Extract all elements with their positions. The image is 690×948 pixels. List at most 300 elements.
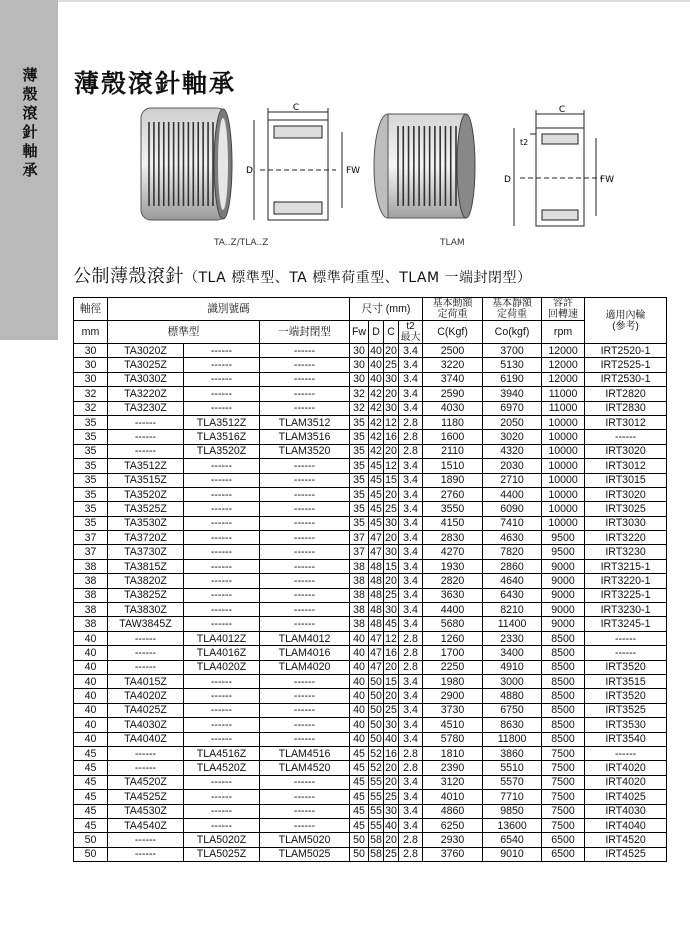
table-cell: TA3515Z xyxy=(108,473,184,487)
table-cell: 4880 xyxy=(483,689,542,703)
table-cell: TLAM4016 xyxy=(260,646,350,660)
table-row xyxy=(74,847,667,861)
table-cell: TLA4520Z xyxy=(184,761,260,775)
header-row-2 xyxy=(74,321,667,344)
table-cell: 40 xyxy=(350,703,369,717)
table-cell: 8500 xyxy=(542,718,585,732)
table-cell: ------ xyxy=(260,689,350,703)
table-cell: 35 xyxy=(74,473,108,487)
table-cell: 45 xyxy=(370,474,382,487)
table-cell: 30 xyxy=(350,344,369,358)
table-cell: IRT2530-1 xyxy=(585,372,667,386)
table-cell: 55 xyxy=(370,790,382,803)
table-cell: 30 xyxy=(385,603,397,616)
table-cell: IRT3025 xyxy=(585,502,667,516)
table-row xyxy=(74,574,667,588)
table-cell: 35 xyxy=(350,516,369,530)
table-row xyxy=(74,761,667,775)
table-row xyxy=(74,718,667,732)
table-cell: TLAM3516 xyxy=(260,430,350,444)
table-cell: 3.4 xyxy=(399,344,423,358)
table-cell: ------ xyxy=(260,617,350,631)
table-row xyxy=(74,603,667,617)
table-cell: 2860 xyxy=(483,559,542,573)
table-cell: TA3020Z xyxy=(108,344,184,358)
table-cell: TA4525Z xyxy=(108,790,184,804)
table-cell: 3.4 xyxy=(399,703,423,717)
table-cell: 10000 xyxy=(542,459,585,473)
table-cell: 20 xyxy=(385,833,397,846)
table-cell: ------ xyxy=(184,732,260,746)
col-id-code: 識別號碼 xyxy=(108,298,350,321)
table-cell: 45 xyxy=(350,790,369,804)
table-cell: 35 xyxy=(74,487,108,501)
table-cell: 2830 xyxy=(423,531,483,545)
table-row xyxy=(74,703,667,717)
table-cell: 45 xyxy=(350,761,369,775)
table-cell: 7500 xyxy=(542,775,585,789)
table-cell: 12000 xyxy=(542,372,585,386)
table-cell: 50 xyxy=(370,704,382,717)
table-cell: 50 xyxy=(74,833,108,847)
table-cell: 42 xyxy=(370,416,382,429)
table-cell: TA3825Z xyxy=(108,588,184,602)
table-cell: 2.8 xyxy=(399,415,423,429)
table-cell: 42 xyxy=(370,402,382,415)
table-cell: 45 xyxy=(74,746,108,760)
table-cell: IRT3540 xyxy=(585,732,667,746)
table-cell: 32 xyxy=(74,387,108,401)
table-row xyxy=(74,401,667,415)
table-cell: ------ xyxy=(585,430,667,444)
table-cell: IRT3520 xyxy=(585,660,667,674)
table-cell: 3700 xyxy=(483,344,542,358)
table-cell: TA3520Z xyxy=(108,487,184,501)
table-cell: 12 xyxy=(385,416,397,429)
table-cell: 40 xyxy=(350,646,369,660)
col-closed: 一端封閉型 xyxy=(260,321,350,344)
table-cell: 30 xyxy=(350,358,369,372)
table-cell: 40 xyxy=(74,732,108,746)
table-cell: 1180 xyxy=(423,415,483,429)
table-cell: 20 xyxy=(385,488,397,501)
table-cell: 5780 xyxy=(423,732,483,746)
table-cell: 2.8 xyxy=(399,833,423,847)
table-cell: 1700 xyxy=(423,646,483,660)
table-cell: 10000 xyxy=(542,444,585,458)
table-cell: 42 xyxy=(370,387,382,400)
table-cell: TA3030Z xyxy=(108,372,184,386)
table-cell: TLAM4020 xyxy=(260,660,350,674)
table-cell: 40 xyxy=(350,718,369,732)
table-cell: 5680 xyxy=(423,617,483,631)
table-cell: 40 xyxy=(74,631,108,645)
table-cell: 3860 xyxy=(483,746,542,760)
table-cell: 2930 xyxy=(423,833,483,847)
table-cell: 47 xyxy=(370,646,382,659)
table-row xyxy=(74,531,667,545)
table-cell: TA3512Z xyxy=(108,459,184,473)
table-cell: 45 xyxy=(350,746,369,760)
section-title xyxy=(73,262,531,288)
table-cell: 4630 xyxy=(483,531,542,545)
table-row xyxy=(74,646,667,660)
table-cell: 11800 xyxy=(483,732,542,746)
table-cell: 10000 xyxy=(542,487,585,501)
table-cell: 12000 xyxy=(542,344,585,358)
table-cell: 6500 xyxy=(542,833,585,847)
table-cell: TLAM3520 xyxy=(260,444,350,458)
table-cell: 6500 xyxy=(542,847,585,861)
dim-d-label-right: D xyxy=(504,175,511,185)
table-cell: TLAM5020 xyxy=(260,833,350,847)
table-cell: 20 xyxy=(385,776,397,789)
table-cell: 8500 xyxy=(542,646,585,660)
table-cell: ------ xyxy=(184,387,260,401)
table-cell: ------ xyxy=(184,545,260,559)
table-cell: 9000 xyxy=(542,588,585,602)
table-cell: IRT3015 xyxy=(585,473,667,487)
table-cell: 11000 xyxy=(542,387,585,401)
top-rule xyxy=(58,0,690,2)
table-cell: IRT3245-1 xyxy=(585,617,667,631)
table-cell: 9000 xyxy=(542,559,585,573)
table-cell: 16 xyxy=(385,646,397,659)
table-cell: 40 xyxy=(350,674,369,688)
table-cell: TLAM5025 xyxy=(260,847,350,861)
table-cell: TLAM4012 xyxy=(260,631,350,645)
table-cell: 3630 xyxy=(423,588,483,602)
table-cell: 48 xyxy=(370,618,382,631)
table-cell: ------ xyxy=(108,761,184,775)
table-row xyxy=(74,833,667,847)
table-cell: 15 xyxy=(385,560,397,573)
table-cell: 3120 xyxy=(423,775,483,789)
table-cell: 4510 xyxy=(423,718,483,732)
table-cell: 3.4 xyxy=(399,516,423,530)
table-cell: 3.4 xyxy=(399,775,423,789)
table-cell: ------ xyxy=(184,674,260,688)
table-cell: 55 xyxy=(370,805,382,818)
table-cell: 48 xyxy=(370,574,382,587)
table-cell: 20 xyxy=(385,762,397,775)
dim-c-label-right: C xyxy=(558,105,566,115)
col-inner-ring: 適用內輪 (參考) xyxy=(585,298,667,344)
table-cell: 2.8 xyxy=(399,761,423,775)
table-cell: 8500 xyxy=(542,660,585,674)
table-cell: 55 xyxy=(370,776,382,789)
col-c: C xyxy=(384,321,399,344)
table-cell: 47 xyxy=(370,661,382,674)
table-cell: 40 xyxy=(74,646,108,660)
table-cell: 1810 xyxy=(423,746,483,760)
table-cell: 47 xyxy=(370,632,382,645)
spec-table-body xyxy=(74,344,667,862)
dim-fw-label-right: FW xyxy=(600,175,615,185)
table-cell: 3.4 xyxy=(399,804,423,818)
table-cell: ------ xyxy=(260,559,350,573)
table-row xyxy=(74,473,667,487)
table-row xyxy=(74,430,667,444)
page-title: 薄殼滾針軸承 xyxy=(74,69,237,98)
table-cell: 48 xyxy=(370,603,382,616)
table-cell: 4270 xyxy=(423,545,483,559)
table-cell: IRT3515 xyxy=(585,674,667,688)
table-cell: ------ xyxy=(260,603,350,617)
table-cell: 20 xyxy=(385,661,397,674)
table-cell: 2500 xyxy=(423,344,483,358)
col-co-kgf: Co(kgf) xyxy=(483,321,542,344)
table-cell: 2710 xyxy=(483,473,542,487)
table-cell: IRT3530 xyxy=(585,718,667,732)
table-cell: ------ xyxy=(108,833,184,847)
table-cell: TLA3512Z xyxy=(184,415,260,429)
table-cell: ------ xyxy=(184,473,260,487)
table-cell: 1890 xyxy=(423,473,483,487)
table-cell: 40 xyxy=(74,718,108,732)
table-cell: 45 xyxy=(370,502,382,515)
table-cell: TLA5020Z xyxy=(184,833,260,847)
table-cell: ------ xyxy=(184,358,260,372)
table-cell: 32 xyxy=(74,401,108,415)
table-cell: 38 xyxy=(74,603,108,617)
caption-right: TLAM xyxy=(440,238,465,248)
table-cell: 40 xyxy=(370,373,382,386)
table-cell: 3.4 xyxy=(399,603,423,617)
table-cell: 20 xyxy=(385,690,397,703)
table-cell: TLA4516Z xyxy=(184,746,260,760)
table-cell: 4030 xyxy=(423,401,483,415)
table-cell: 2330 xyxy=(483,631,542,645)
table-cell: 3.4 xyxy=(399,790,423,804)
table-cell: ------ xyxy=(108,631,184,645)
table-row xyxy=(74,459,667,473)
table-cell: 45 xyxy=(350,818,369,832)
table-cell: 50 xyxy=(350,847,369,861)
table-cell: ------ xyxy=(260,531,350,545)
table-cell: ------ xyxy=(184,531,260,545)
table-cell: 6250 xyxy=(423,818,483,832)
table-cell: 30 xyxy=(385,373,397,386)
table-cell: 2250 xyxy=(423,660,483,674)
table-cell: 2.8 xyxy=(399,631,423,645)
table-cell: ------ xyxy=(260,703,350,717)
table-cell: TA3720Z xyxy=(108,531,184,545)
table-cell: 1510 xyxy=(423,459,483,473)
table-cell: ------ xyxy=(260,674,350,688)
table-cell: 35 xyxy=(350,430,369,444)
col-dyn-load: 基本動額 定荷重 xyxy=(423,298,483,321)
table-cell: 38 xyxy=(350,603,369,617)
table-cell: 1930 xyxy=(423,559,483,573)
section-title-note: （TLA 標準型、TA 標準荷重型、TLAM 一端封閉型） xyxy=(184,270,532,286)
dim-c-label-left: C xyxy=(292,103,300,113)
table-cell: IRT3020 xyxy=(585,444,667,458)
table-cell: 35 xyxy=(74,459,108,473)
table-cell: 40 xyxy=(350,732,369,746)
table-cell: 55 xyxy=(370,819,382,832)
table-cell: 25 xyxy=(385,848,397,861)
table-cell: 35 xyxy=(350,459,369,473)
table-cell: 3.4 xyxy=(399,689,423,703)
table-cell: 3.4 xyxy=(399,617,423,631)
table-cell: 35 xyxy=(350,502,369,516)
header-row-1 xyxy=(74,298,667,321)
table-cell: 40 xyxy=(74,703,108,717)
table-cell: 35 xyxy=(74,430,108,444)
table-cell: 2.8 xyxy=(399,430,423,444)
table-cell: IRT2520-1 xyxy=(585,344,667,358)
table-cell: ------ xyxy=(260,401,350,415)
table-cell: 4860 xyxy=(423,804,483,818)
table-cell: 4400 xyxy=(423,603,483,617)
table-cell: 3.4 xyxy=(399,487,423,501)
section-drawing-left xyxy=(240,100,360,235)
table-cell: 7410 xyxy=(483,516,542,530)
table-cell: ------ xyxy=(260,588,350,602)
table-cell: ------ xyxy=(585,746,667,760)
table-cell: 38 xyxy=(350,559,369,573)
table-cell: ------ xyxy=(184,487,260,501)
table-cell: 3.4 xyxy=(399,459,423,473)
table-cell: 7500 xyxy=(542,746,585,760)
table-cell: TA4015Z xyxy=(108,674,184,688)
table-cell: 6540 xyxy=(483,833,542,847)
table-cell: ------ xyxy=(108,847,184,861)
table-cell: 9000 xyxy=(542,617,585,631)
dim-t2-label: t2 xyxy=(520,138,529,147)
table-cell: 2030 xyxy=(483,459,542,473)
table-cell: 10000 xyxy=(542,502,585,516)
table-cell: 47 xyxy=(370,546,382,559)
table-cell: 4640 xyxy=(483,574,542,588)
table-cell: 9000 xyxy=(542,603,585,617)
table-cell: 8210 xyxy=(483,603,542,617)
table-cell: 37 xyxy=(350,545,369,559)
table-cell: 3400 xyxy=(483,646,542,660)
table-cell: TA3530Z xyxy=(108,516,184,530)
table-cell: 45 xyxy=(370,488,382,501)
table-cell: 30 xyxy=(385,805,397,818)
table-cell: 30 xyxy=(385,402,397,415)
table-cell: 42 xyxy=(370,445,382,458)
table-cell: TA4530Z xyxy=(108,804,184,818)
col-standard: 標準型 xyxy=(108,321,260,344)
table-cell: 3.4 xyxy=(399,718,423,732)
table-cell: TA4540Z xyxy=(108,818,184,832)
table-cell: 30 xyxy=(74,372,108,386)
table-cell: 50 xyxy=(370,690,382,703)
table-cell: TLA5025Z xyxy=(184,847,260,861)
table-cell: 52 xyxy=(370,762,382,775)
table-cell: 40 xyxy=(74,674,108,688)
table-cell: 47 xyxy=(370,531,382,544)
table-cell: 35 xyxy=(74,516,108,530)
table-cell: 3220 xyxy=(423,358,483,372)
table-cell: 3.4 xyxy=(399,372,423,386)
col-dims: 尺寸 (mm) xyxy=(350,298,423,321)
table-cell: 9000 xyxy=(542,574,585,588)
table-cell: 3.4 xyxy=(399,818,423,832)
table-cell: 7500 xyxy=(542,761,585,775)
table-cell: TA4030Z xyxy=(108,718,184,732)
table-cell: TLA4016Z xyxy=(184,646,260,660)
table-cell: TA4040Z xyxy=(108,732,184,746)
table-row xyxy=(74,415,667,429)
table-cell: ------ xyxy=(184,818,260,832)
table-row xyxy=(74,617,667,631)
table-cell: IRT3012 xyxy=(585,415,667,429)
table-cell: 3.4 xyxy=(399,401,423,415)
table-cell: 3940 xyxy=(483,387,542,401)
table-cell: 16 xyxy=(385,747,397,760)
table-cell: 50 xyxy=(370,675,382,688)
table-cell: IRT4040 xyxy=(585,818,667,832)
table-cell: IRT3220-1 xyxy=(585,574,667,588)
col-mm: mm xyxy=(74,321,108,344)
table-cell: 20 xyxy=(385,445,397,458)
table-cell: 2900 xyxy=(423,689,483,703)
table-cell: ------ xyxy=(260,459,350,473)
table-cell: ------ xyxy=(108,444,184,458)
table-cell: ------ xyxy=(108,646,184,660)
table-row xyxy=(74,358,667,372)
dim-fw-label-left: FW xyxy=(346,166,360,176)
table-cell: ------ xyxy=(184,790,260,804)
table-cell: 15 xyxy=(385,474,397,487)
table-cell: 50 xyxy=(370,718,382,731)
table-cell: 9500 xyxy=(542,531,585,545)
table-cell: 3.4 xyxy=(399,531,423,545)
table-cell: 58 xyxy=(370,833,382,846)
table-cell: 7710 xyxy=(483,790,542,804)
table-cell: IRT3230-1 xyxy=(585,603,667,617)
table-cell: 45 xyxy=(370,517,382,530)
table-cell: IRT4020 xyxy=(585,775,667,789)
col-static-load: 基本靜額 定荷重 xyxy=(483,298,542,321)
table-cell: 20 xyxy=(385,387,397,400)
col-t2: t2 最大 xyxy=(399,321,423,344)
dim-d-label-left: D xyxy=(246,166,253,176)
table-cell: 32 xyxy=(350,401,369,415)
col-rpm: rpm xyxy=(542,321,585,344)
table-cell: ------ xyxy=(260,818,350,832)
table-row xyxy=(74,775,667,789)
caption-left: TA..Z/TLA..Z xyxy=(214,238,269,248)
table-cell: TAW3845Z xyxy=(108,617,184,631)
table-row xyxy=(74,790,667,804)
table-row xyxy=(74,660,667,674)
table-cell: 3.4 xyxy=(399,473,423,487)
table-cell: 12 xyxy=(385,459,397,472)
bearing-photo-right xyxy=(368,100,478,235)
table-cell: ------ xyxy=(184,804,260,818)
table-cell: 45 xyxy=(74,818,108,832)
table-cell: IRT4525 xyxy=(585,847,667,861)
table-cell: 20 xyxy=(385,574,397,587)
table-cell: ------ xyxy=(260,358,350,372)
table-cell: 10000 xyxy=(542,516,585,530)
table-cell: 2760 xyxy=(423,487,483,501)
table-cell: 6090 xyxy=(483,502,542,516)
table-cell: 35 xyxy=(74,502,108,516)
sidebar-tab xyxy=(0,0,58,340)
table-cell: 10000 xyxy=(542,473,585,487)
table-cell: 3760 xyxy=(423,847,483,861)
table-cell: ------ xyxy=(184,775,260,789)
table-cell: 2.8 xyxy=(399,444,423,458)
table-cell: 48 xyxy=(370,560,382,573)
